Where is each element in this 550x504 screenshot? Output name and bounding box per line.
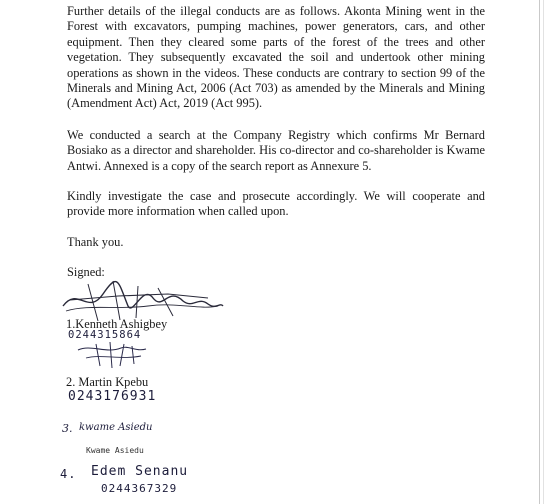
signatory-2-label: 2. Martin Kpebu xyxy=(66,375,149,389)
letter-body xyxy=(67,4,485,281)
signature-scribble-2 xyxy=(76,340,166,370)
signatory-3-number: 3. xyxy=(62,422,73,435)
closing-thank-you: Thank you. xyxy=(67,234,124,249)
signed-label: Signed: xyxy=(67,265,105,280)
signatory-3-typed-name: Kwame Asiedu xyxy=(86,446,144,455)
signatory-2-phone: 0243176931 xyxy=(68,389,157,404)
signatory-4-phone: 0244367329 xyxy=(101,482,178,495)
signatory-4-handwritten-name: Edem Senanu xyxy=(91,464,189,479)
paragraph-company-registry: We conducted a search at the Company Registry which confirms Mr Bernard Bosiako as a director and shareholder. His co-director and co-shareholder is Kwame Antwi. Annexed is a copy of the search report as Annexure 5. xyxy=(67,127,485,173)
paragraph-request: Kindly investigate the case and prosecute accordingly. We will cooperate and provide more information when called upon. xyxy=(67,189,485,219)
signatory-4-number: 4. xyxy=(60,467,77,481)
page-edge-shadow xyxy=(543,0,544,504)
signatory-1-label: 1.Kenneth Ashigbey xyxy=(66,317,168,331)
signatory-3-handwritten-name: kwame Asiedu xyxy=(79,422,153,433)
paragraph-illegal-conducts: Further details of the illegal conducts are as follows. Akonta Mining went in the Forest with excavators, pumping machines, power generators, cars, and other equipment. Then they cleared some parts of the forest of the trees and other vegetation. They subsequently excavated the soil and undertook other mining operations as shown in the videos. These conducts are contrary to section 99 of the Minerals and Mining Act, 2006 (Act 703) as amended by the Minerals and Mining (Amendment Act) Act, 2019 (Act 995). xyxy=(67,4,485,111)
signatory-1-phone: 0244315864 xyxy=(68,329,142,341)
page-edge xyxy=(539,0,540,504)
